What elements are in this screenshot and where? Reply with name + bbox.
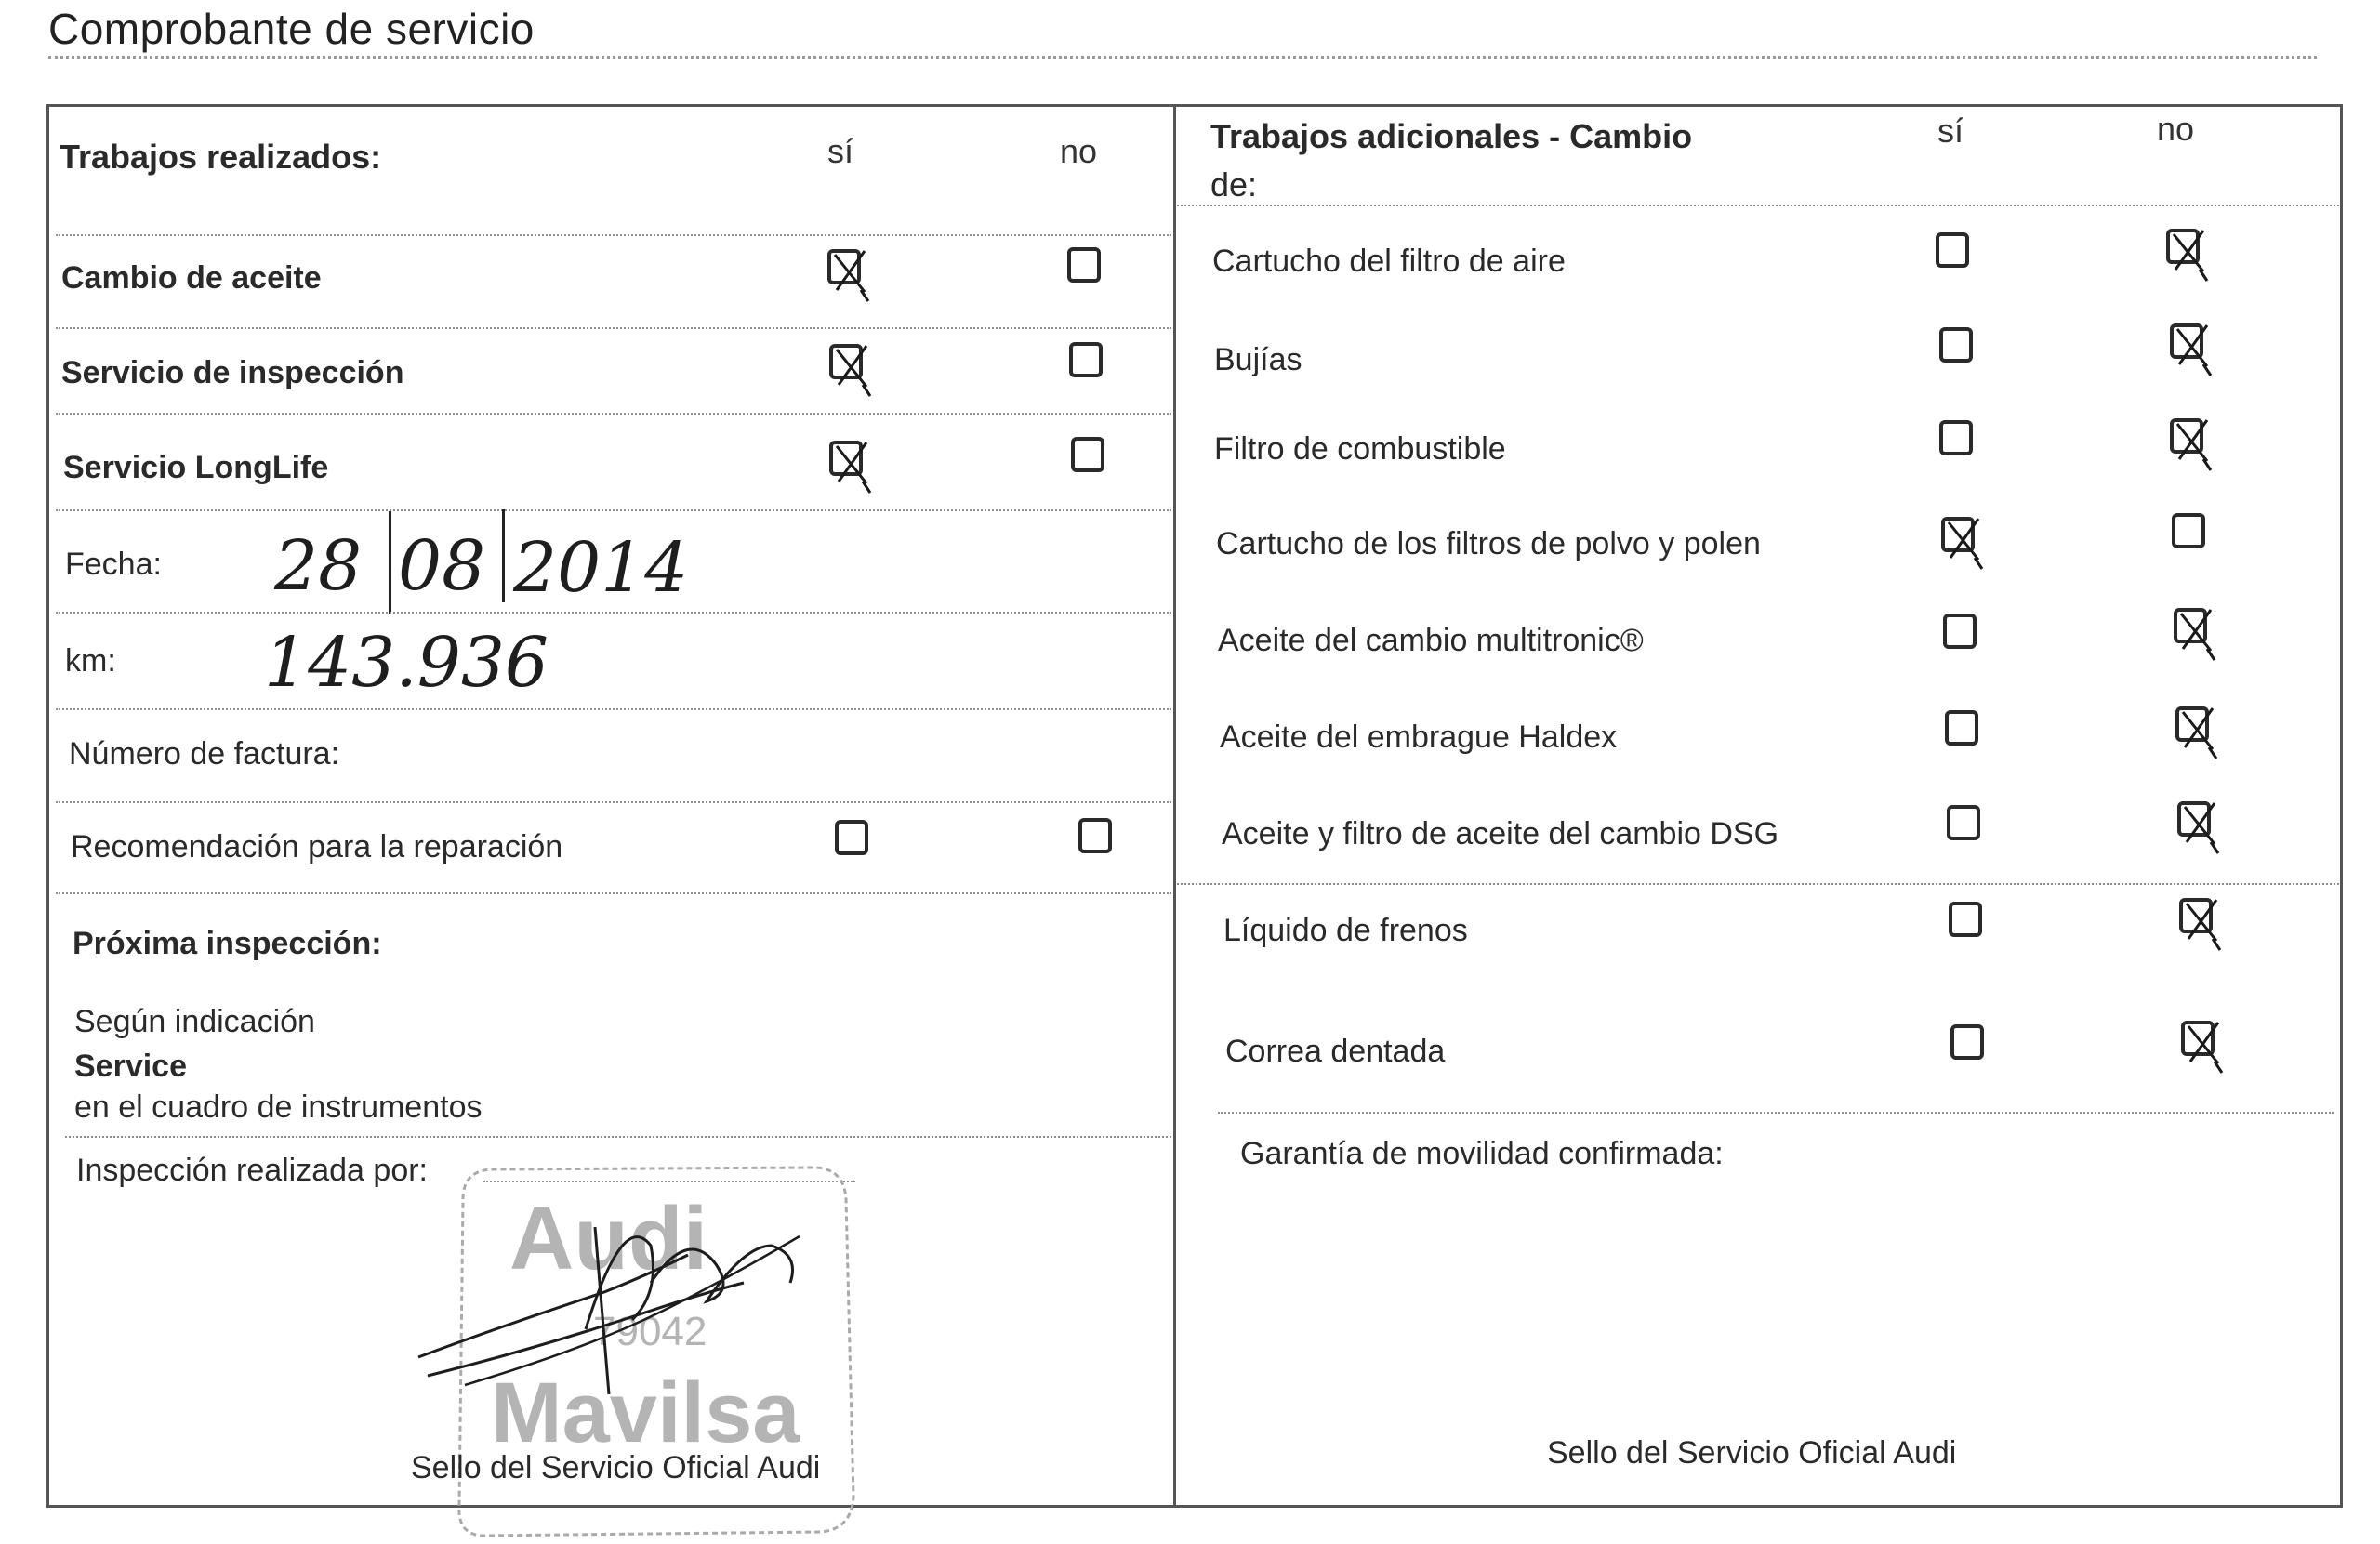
right-row4-no-checkbox[interactable]	[2174, 608, 2207, 643]
task-label: Aceite del embrague Haldex	[1220, 719, 1618, 755]
right-row6-no-checkbox[interactable]	[2177, 801, 2211, 837]
row-rule	[1218, 1112, 2334, 1114]
recomendacion-label: Recomendación para la reparación	[71, 829, 563, 864]
task-label: Aceite del cambio multitronic®	[1218, 623, 1644, 658]
row-rule	[56, 612, 1171, 614]
factura-label: Número de factura:	[69, 736, 340, 772]
right-row3-si-checkbox[interactable]	[1941, 517, 1975, 552]
column-divider	[1173, 104, 1176, 1508]
check-mark-icon	[2162, 223, 2215, 284]
fecha-separator	[389, 511, 391, 614]
right-row7-si-checkbox[interactable]	[1949, 902, 1982, 937]
left-row0-si-checkbox[interactable]	[827, 249, 861, 284]
stamp-brand: Audi	[509, 1189, 708, 1288]
row-rule	[56, 413, 1171, 415]
task-label: Cartucho del filtro de aire	[1212, 244, 1566, 279]
right-row0-no-checkbox[interactable]	[2166, 229, 2200, 264]
check-mark-icon	[2172, 701, 2224, 762]
check-mark-icon	[2170, 602, 2222, 664]
task-label: Correa dentada	[1225, 1034, 1446, 1069]
segun-line3: en el cuadro de instrumentos	[74, 1089, 483, 1125]
segun-line1: Según indicación	[74, 1004, 315, 1039]
proxima-label: Próxima inspección:	[73, 926, 382, 961]
right-header-rule	[1177, 205, 2339, 206]
task-label: Bujías	[1214, 342, 1302, 377]
garantia-label: Garantía de movilidad confirmada:	[1240, 1136, 1724, 1171]
left-row1-no-checkbox[interactable]	[1069, 342, 1103, 377]
right-header-line2: de:	[1210, 165, 1258, 204]
check-mark-icon	[2166, 413, 2218, 474]
km-label: km:	[65, 643, 116, 679]
right-col-no: no	[2157, 110, 2195, 148]
check-mark-icon	[826, 338, 878, 400]
right-header-line1: Trabajos adicionales - Cambio	[1210, 117, 1693, 155]
fecha-day: 28	[274, 526, 363, 606]
task-label: Cambio de aceite	[61, 260, 322, 296]
left-header: Trabajos realizados:	[60, 138, 382, 176]
right-row1-no-checkbox[interactable]	[2170, 323, 2203, 359]
right-row2-si-checkbox[interactable]	[1939, 420, 1973, 455]
right-sello-label: Sello del Servicio Oficial Audi	[1547, 1435, 1957, 1471]
task-label: Filtro de combustible	[1214, 431, 1506, 467]
right-row0-si-checkbox[interactable]	[1936, 232, 1969, 268]
stamp-number: 79042	[593, 1309, 707, 1354]
check-mark-icon	[2175, 892, 2228, 954]
task-label: Servicio LongLife	[63, 450, 329, 485]
fecha-month: 08	[398, 526, 486, 606]
check-mark-icon	[1937, 511, 1990, 573]
handwritten-signature	[409, 1190, 837, 1487]
right-row5-si-checkbox[interactable]	[1945, 710, 1978, 746]
row-rule	[1177, 883, 2339, 885]
check-mark-icon	[826, 435, 878, 496]
row-rule	[65, 1136, 1171, 1138]
left-row1-si-checkbox[interactable]	[829, 344, 863, 379]
recomendacion-no-checkbox[interactable]	[1078, 818, 1112, 853]
right-row7-no-checkbox[interactable]	[2179, 898, 2213, 933]
row-rule	[56, 509, 1171, 511]
row-rule	[56, 892, 1171, 894]
left-col-si: sí	[827, 132, 854, 170]
row-rule	[56, 327, 1171, 329]
recomendacion-si-checkbox[interactable]	[835, 820, 868, 855]
left-header-rule	[56, 234, 1171, 236]
title-underline	[48, 56, 2317, 59]
right-row4-si-checkbox[interactable]	[1943, 614, 1977, 649]
task-label: Aceite y filtro de aceite del cambio DSG	[1222, 816, 1779, 851]
right-row1-si-checkbox[interactable]	[1939, 327, 1973, 363]
right-row3-no-checkbox[interactable]	[2172, 513, 2205, 548]
right-row8-si-checkbox[interactable]	[1950, 1024, 1984, 1060]
km-value: 143.936	[264, 623, 549, 703]
task-label: Líquido de frenos	[1223, 913, 1468, 948]
segun-line2: Service	[74, 1049, 187, 1084]
check-mark-icon	[2174, 796, 2226, 857]
inspeccion-label: Inspección realizada por:	[76, 1153, 429, 1188]
right-row6-si-checkbox[interactable]	[1947, 805, 1980, 840]
right-col-si: sí	[1937, 112, 1964, 150]
right-row8-no-checkbox[interactable]	[2181, 1021, 2215, 1056]
service-form	[46, 104, 2343, 1508]
left-row2-no-checkbox[interactable]	[1071, 437, 1104, 472]
row-rule	[56, 801, 1171, 803]
page-title: Comprobante de servicio	[48, 5, 535, 53]
left-row0-no-checkbox[interactable]	[1067, 247, 1101, 283]
fecha-separator	[502, 509, 505, 602]
task-label: Servicio de inspección	[61, 355, 404, 390]
check-mark-icon	[2177, 1015, 2229, 1076]
stamp-name: Mavilsa	[491, 1366, 800, 1460]
right-row5-no-checkbox[interactable]	[2175, 706, 2209, 742]
fecha-year: 2014	[513, 528, 689, 608]
left-sello-label: Sello del Servicio Oficial Audi	[411, 1450, 821, 1485]
row-rule	[56, 708, 1171, 710]
check-mark-icon	[2166, 318, 2218, 379]
right-row2-no-checkbox[interactable]	[2170, 418, 2203, 454]
left-col-no: no	[1060, 132, 1098, 170]
task-label: Cartucho de los filtros de polvo y polen	[1216, 526, 1761, 561]
left-row2-si-checkbox[interactable]	[829, 441, 863, 476]
fecha-label: Fecha:	[65, 547, 162, 582]
check-mark-icon	[824, 244, 876, 305]
